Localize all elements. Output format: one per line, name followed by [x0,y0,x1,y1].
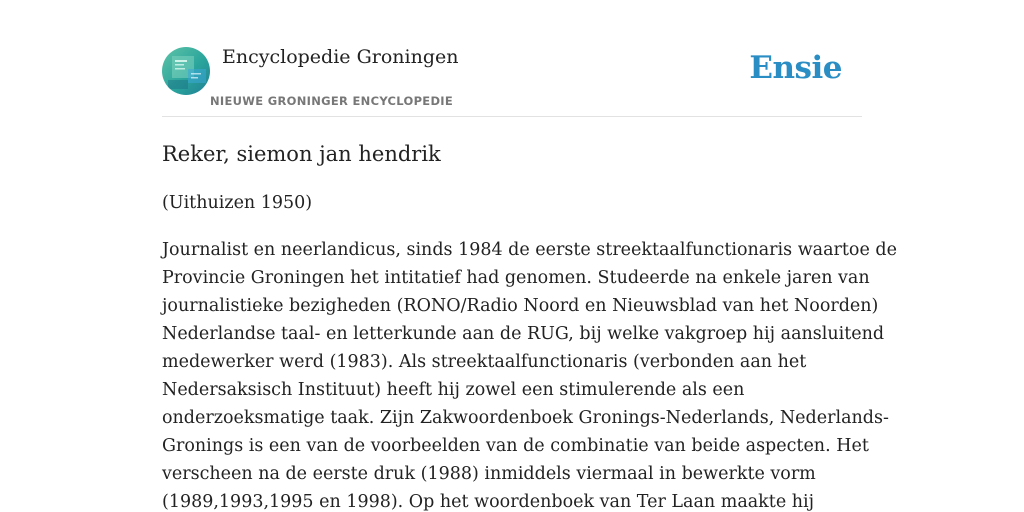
site-title-link[interactable]: Encyclopedie Groningen [222,46,459,68]
encyclopedia-cover-icon[interactable] [162,47,210,95]
entry-birth-info: (Uithuizen 1950) [162,193,313,213]
body-line: Provincie Groningen het intitatief had genomen. Studeerde na enkele jaren van [162,268,870,288]
body-line: verscheen na de eerste druk (1988) inmiddels viermaal in bewerkte vorm [162,464,816,484]
ensie-brand-logo[interactable]: Ensie [749,50,842,86]
site-header [162,0,862,117]
body-line: Nederlandse taal- en letterkunde aan de RUG, bij welke vakgroep hij aansluitend [162,324,885,344]
entry-content [162,138,897,512]
body-line: journalistieke bezigheden (RONO/Radio Noord en Nieuwsblad van het Noorden) [162,296,879,316]
site-subtitle: NIEUWE GRONINGER ENCYCLOPEDIE [210,94,454,108]
entry-title: Reker, siemon jan hendrik [162,142,441,166]
body-line: medewerker werd (1983). Als streektaalfunctionaris (verbonden aan het [162,352,807,372]
body-line: Journalist en neerlandicus, sinds 1984 de eerste streektaalfunctionaris waartoe de [162,240,897,260]
body-line: onderzoeksmatige taak. Zijn Zakwoordenboek Gronings-Nederlands, Nederlands- [162,408,889,428]
body-line: (1989,1993,1995 en 1998). Op het woordenboek van Ter Laan maakte hij [162,492,815,512]
body-line: Gronings is een van de voorbeelden van de combinatie van beide aspecten. Het [162,436,869,456]
body-line: Nedersaksisch Instituut) heeft hij zowel een stimulerende als een [162,380,745,400]
entry-body [162,236,897,512]
